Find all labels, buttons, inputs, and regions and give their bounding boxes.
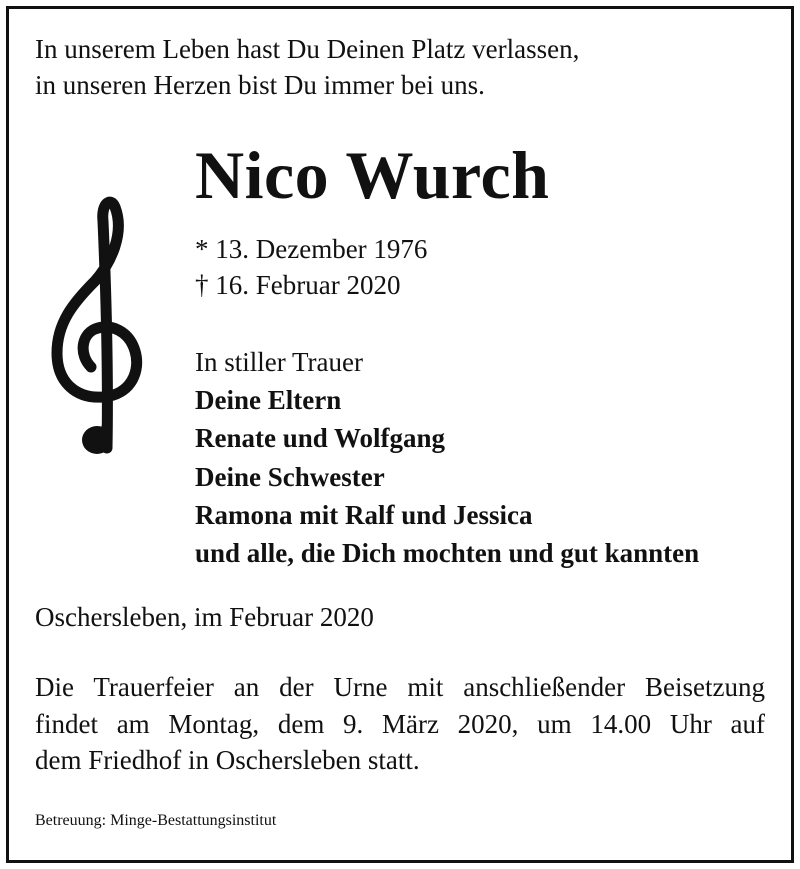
birth-date: * 13. Dezember 1976 (195, 234, 428, 264)
mourner-line: Deine Schwester (195, 461, 385, 492)
funeral-line-1: Die Trauerfeier an der Urne mit anschließender Beisetzung (35, 672, 765, 702)
deceased-name: Nico Wurch (195, 137, 550, 213)
intro-verse (35, 31, 579, 103)
mourner-line: und alle, die Dich mochten und gut kannten (195, 538, 700, 569)
funeral-home-credit: Betreuung: Minge-Bestattungsinstitut (35, 812, 277, 829)
life-dates (195, 231, 427, 303)
mourner-line: Renate und Wolfgang (195, 423, 446, 454)
funeral-line-3: dem Friedhof in Oschersleben statt. (35, 745, 420, 775)
funeral-line-2: findet am Montag, dem 9. März 2020, um 14.00 Uhr auf (35, 708, 765, 739)
mourners-block (195, 343, 699, 572)
mourning-intro: In stiller Trauer (195, 347, 363, 377)
obituary-notice (6, 6, 794, 863)
place-and-date: Oschersleben, im Februar 2020 (35, 602, 374, 632)
treble-clef-icon (45, 193, 145, 463)
mourner-line: Deine Eltern (195, 385, 342, 416)
intro-verse-line-2: in unseren Herzen bist Du immer bei uns. (35, 70, 485, 100)
death-date: † 16. Februar 2020 (195, 270, 401, 300)
intro-verse-line-1: In unserem Leben hast Du Deinen Platz verlassen, (35, 34, 580, 64)
mourner-line: Ramona mit Ralf und Jessica (195, 499, 533, 530)
funeral-details (35, 669, 765, 779)
